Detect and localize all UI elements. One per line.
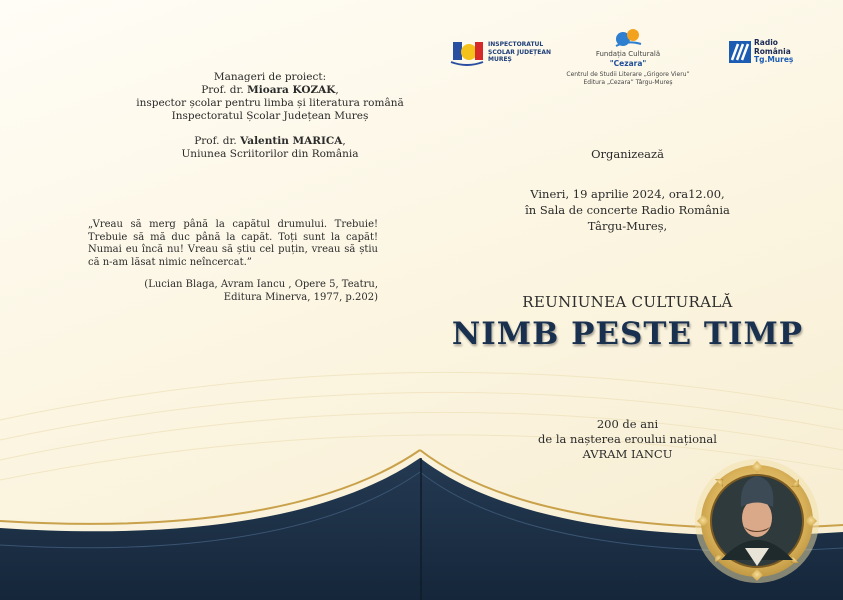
citation-line1: (Lucian Blaga, Avram Iancu , Opere 5, Teatru, [144, 279, 378, 290]
anniversary-line1: 200 de ani [596, 417, 659, 431]
manager-2-name: Valentin MARICA [240, 135, 343, 147]
avram-iancu-portrait-icon [695, 459, 819, 583]
radio-logo-line2: România [754, 46, 791, 56]
fundatia-logo-line4: Editura „Cezara” Târgu-Mureș [583, 79, 673, 86]
anniversary-line3: AVRAM IANCU [582, 447, 673, 461]
quote-citation [130, 279, 378, 304]
isj-logo-line1: INSPECTORATUL [488, 41, 544, 48]
project-managers [60, 71, 480, 161]
fundatia-emblem-icon [611, 26, 645, 50]
managers-heading: Manageri de proiect: [213, 71, 327, 83]
fundatia-cezara-logo [548, 26, 708, 87]
anniversary-text [500, 417, 755, 462]
radio-logo-line3: Tg.Mureș [754, 55, 794, 64]
manager-2-prefix: Prof. dr. [194, 135, 241, 147]
isj-logo-line2: ȘCOLAR JUDEȚEAN [488, 48, 552, 56]
manager-1-role1: inspector școlar pentru limba și literatura română [136, 97, 404, 109]
radio-romania-logo [729, 39, 814, 69]
organizeaza-label: Organizează [591, 147, 664, 161]
event-venue: în Sala de concerte Radio România [525, 203, 730, 217]
isj-logo-line3: MUREȘ [488, 56, 512, 63]
citation-line2: Editura Minerva, 1977, p.202) [223, 291, 378, 303]
fundatia-logo-line2: "Cezara" [609, 59, 647, 68]
manager-1-prefix: Prof. dr. [201, 84, 248, 96]
manager-1-name: Mioara KOZAK [247, 84, 336, 96]
radio-logo-line1: Radio [754, 38, 778, 47]
blaga-quote: „Vreau să merg până la capătul drumului. Trebuie! Trebuie să mă duc până la capăt. Toți sunt la capăt! Numai eu încă nu! Vreau să știu cel puțin, vreau să știu că n-am lăsat nimic neîncercat.” [88, 219, 378, 268]
fundatia-logo-line3: Centrul de Studii Literare „Grigore Vieru” [566, 71, 690, 78]
fundatia-logo-line1: Fundația Culturală [595, 50, 661, 58]
manager-1-line [60, 84, 480, 97]
anniversary-line2: de la nașterea eroului național [538, 432, 717, 446]
manager-2-role: Uniunea Scriitorilor din România [181, 148, 359, 160]
manager-1-suffix: , [335, 84, 339, 96]
event-details [500, 186, 755, 234]
manager-2-line [60, 135, 480, 148]
event-subtitle: REUNIUNEA CULTURALĂ [522, 293, 733, 311]
manager-2-suffix: , [342, 135, 346, 147]
event-main-title: NIMB PESTE TIMP [451, 316, 804, 352]
isj-emblem-icon [449, 38, 485, 68]
manager-1-role2: Inspectoratul Școlar Județean Mureș [171, 110, 369, 122]
radio-romania-icon [729, 41, 751, 63]
isj-mures-logo [449, 38, 559, 70]
event-city: Târgu-Mureș, [587, 219, 668, 233]
event-date: Vineri, 19 aprilie 2024, ora12.00, [530, 187, 725, 201]
